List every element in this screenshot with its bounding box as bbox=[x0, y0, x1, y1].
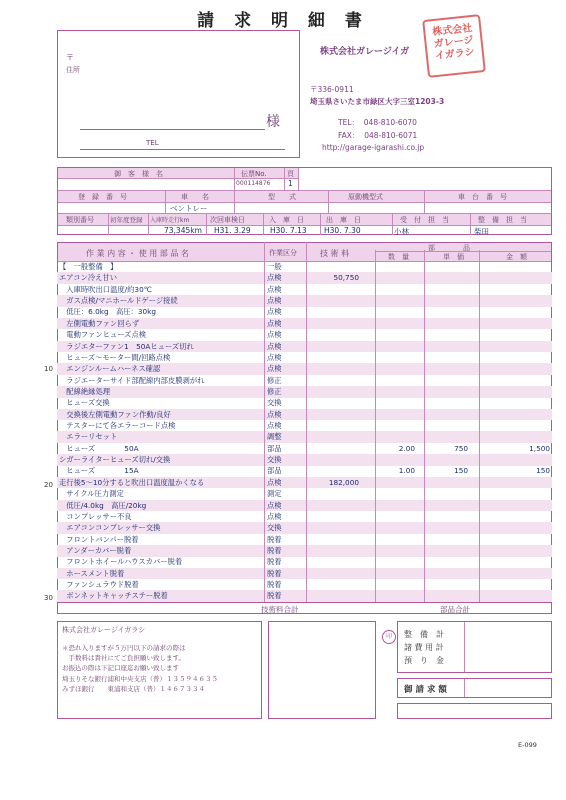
first-reg-label: 初年度登録 bbox=[110, 216, 143, 224]
mechanic-label: 整 備 担 当 bbox=[478, 216, 527, 224]
row-unit: 150 bbox=[454, 466, 468, 476]
row-number-10: 10 bbox=[44, 365, 53, 373]
row-cls: 交換 bbox=[267, 455, 282, 465]
row-item: 電動ファンヒューズ点検 bbox=[59, 330, 147, 340]
table-row bbox=[57, 306, 552, 318]
row-cls: 脱着 bbox=[267, 557, 282, 567]
invoice-divider bbox=[464, 679, 465, 697]
row-cls: 部品 bbox=[267, 466, 282, 476]
company-zip: 〒336-0911 bbox=[310, 85, 354, 94]
row-item: テスターにて各エラーコード点検 bbox=[59, 421, 176, 431]
row-cls: 点検 bbox=[267, 307, 282, 317]
row-cls: 修正 bbox=[267, 375, 282, 385]
row-cls: 点検 bbox=[267, 421, 282, 431]
hdr-vline bbox=[263, 213, 264, 235]
fax-value: 048-810-6071 bbox=[364, 131, 418, 140]
row-number-20: 20 bbox=[44, 481, 53, 489]
totals-divider bbox=[464, 622, 465, 672]
table-row bbox=[57, 556, 552, 568]
row-cls: 脱着 bbox=[267, 580, 282, 590]
row-item: エラーリセット bbox=[59, 432, 118, 442]
row-cls: 交換 bbox=[267, 398, 282, 408]
in-date-label: 入 庫 日 bbox=[269, 216, 304, 224]
row-cls: 点検 bbox=[267, 409, 282, 419]
fax-label: FAX： bbox=[338, 131, 360, 140]
table-row bbox=[57, 534, 552, 546]
customer-name-label: 御 客 様 名 bbox=[114, 170, 163, 178]
in-date-value: H30. 7.13 bbox=[270, 226, 307, 235]
company-fax bbox=[338, 130, 417, 141]
col-divider bbox=[424, 250, 425, 602]
table-row bbox=[57, 454, 552, 466]
tel-label: TEL bbox=[146, 139, 159, 147]
row-item: ラジエーターサイド部配線内部皮膜剥がれ bbox=[59, 375, 205, 385]
table-row bbox=[57, 363, 552, 375]
tel-value: 048-810-6070 bbox=[363, 118, 417, 127]
hdr-vline bbox=[148, 213, 149, 235]
col-qty-header: 数 量 bbox=[388, 253, 409, 261]
row-item: フロントホイールハウスカバー脱着 bbox=[59, 557, 183, 567]
row-cls: 点検 bbox=[267, 318, 282, 328]
hdr-vline bbox=[165, 190, 166, 213]
service-total-label: 整 備 計 bbox=[404, 630, 444, 639]
page-title: 請 求 明 細 書 bbox=[197, 11, 369, 31]
stamp-mark: 印 bbox=[382, 630, 396, 644]
expense-total-label: 諸 費 用 計 bbox=[404, 643, 444, 652]
col-class-header: 作業区分 bbox=[269, 249, 297, 257]
out-date-label: 出 庫 日 bbox=[326, 216, 361, 224]
row-item: アンダーカバー脱着 bbox=[59, 546, 132, 555]
row-cls: 一般 bbox=[267, 262, 282, 271]
col-amount-header: 金 額 bbox=[506, 253, 527, 261]
table-row bbox=[57, 409, 552, 421]
table-row bbox=[57, 318, 552, 330]
address-label: 住所 bbox=[66, 66, 80, 74]
category-label: 類別番号 bbox=[66, 216, 94, 224]
hdr-vline bbox=[392, 213, 393, 235]
row-cls: 点検 bbox=[267, 511, 282, 521]
totals-box bbox=[397, 621, 552, 673]
row-cls: 点検 bbox=[267, 364, 282, 374]
row-unit: 750 bbox=[454, 443, 468, 453]
type-label: 型 式 bbox=[268, 193, 296, 201]
name-underline bbox=[80, 129, 265, 130]
col-divider bbox=[264, 242, 265, 602]
table-row bbox=[57, 590, 552, 602]
row-item: エアコンコンプレッサー交換 bbox=[59, 523, 161, 533]
company-tel bbox=[338, 117, 417, 128]
table-row bbox=[57, 500, 552, 512]
hdr-vline bbox=[234, 190, 235, 213]
honorific: 様 bbox=[266, 114, 280, 130]
engine-label: 原動機型式 bbox=[348, 193, 383, 201]
tel-label: TEL： bbox=[338, 118, 359, 127]
hdr-vline bbox=[234, 168, 235, 190]
slip-no-label: 伝票No. bbox=[241, 170, 267, 178]
invoice-amount-label: 御 請 求 額 bbox=[404, 685, 447, 695]
row-item: サイクル圧力測定 bbox=[59, 489, 124, 499]
col-work-header: 作 業 内 容 ・ 使 用 部 品 名 bbox=[86, 249, 189, 258]
parts-total-label: 部品合計 bbox=[440, 605, 470, 614]
row-item: ヒューズ～モーター間/回路点検 bbox=[59, 352, 171, 362]
table-row bbox=[57, 545, 552, 557]
page-value: 1 bbox=[288, 179, 293, 188]
row-item: 交換後左側電動ファン作動/良好 bbox=[59, 409, 171, 419]
chassis-label: 車 台 番 号 bbox=[458, 193, 507, 201]
table-row bbox=[57, 329, 552, 341]
hdr-vline bbox=[206, 213, 207, 235]
row-item: ラジエターファン1 50Aヒューズ切れ bbox=[59, 341, 194, 351]
row-item: 左側電動ファン回らず bbox=[59, 318, 140, 328]
row-item: 配線絶縁処理 bbox=[59, 386, 111, 396]
col-labor-header: 技 術 料 bbox=[320, 249, 350, 258]
table-row bbox=[57, 352, 552, 364]
row-cls: 点検 bbox=[267, 273, 282, 283]
row-item: 低圧：6.0kg 高圧：30kg bbox=[59, 307, 156, 317]
table-row bbox=[57, 511, 552, 523]
hdr-vline bbox=[284, 168, 285, 190]
row-cls: 部品 bbox=[267, 443, 282, 453]
row-item: エンジンルームハーネス確認 bbox=[59, 364, 161, 374]
row-cls: 脱着 bbox=[267, 534, 282, 544]
footer-note-box bbox=[57, 621, 262, 719]
slip-no-value: 000114876 bbox=[236, 180, 271, 187]
row-item: フロントバンパー脱着 bbox=[59, 534, 139, 544]
row-item: シガーライターヒューズ切れ/交換 bbox=[59, 455, 171, 465]
row-amount: 1,500 bbox=[529, 443, 550, 453]
row-cls: 点検 bbox=[267, 477, 282, 487]
row-cls: 点検 bbox=[267, 296, 282, 306]
col-parts-header: 部 品 bbox=[428, 244, 470, 252]
hdr-vline bbox=[424, 190, 425, 213]
mileage-value: 73,345km bbox=[164, 226, 202, 235]
footer-note2: 手数料は貴社にてご負担願い致します。 bbox=[62, 654, 185, 662]
row-item: ヒューズ 15A bbox=[59, 466, 139, 476]
table-row bbox=[57, 375, 552, 387]
company-name: 株式会社ガレージイガ bbox=[320, 47, 410, 57]
row-item: ヒューズ 50A bbox=[59, 443, 139, 453]
table-row bbox=[57, 397, 552, 409]
row-amount: 150 bbox=[536, 466, 550, 476]
table-row bbox=[57, 420, 552, 432]
hdr-vline bbox=[470, 213, 471, 235]
row-item: ファンシュラウド脱着 bbox=[59, 580, 139, 590]
row-cls: 点検 bbox=[267, 284, 282, 294]
receptionist-value: 小林 bbox=[394, 227, 409, 236]
row-item: 【 一般整備 】 bbox=[59, 262, 118, 271]
row-item: ボンネットキャッチステー脱着 bbox=[59, 591, 168, 601]
table-row bbox=[57, 465, 552, 477]
labor-total-label: 技術料合計 bbox=[261, 605, 299, 614]
row-item: 入庫時吹出口温度/約30℃ bbox=[59, 284, 152, 294]
tel-underline bbox=[80, 149, 285, 150]
table-row bbox=[57, 272, 552, 284]
hdr-line bbox=[58, 190, 551, 191]
table-row bbox=[57, 477, 552, 489]
footer-bank1: 埼玉りそな銀行浦和中央支店（普）１３５９４６３５ bbox=[62, 675, 218, 683]
table-total-line bbox=[57, 602, 552, 603]
form-code: E-099 bbox=[518, 741, 537, 749]
row-cls: 交換 bbox=[267, 523, 282, 533]
row-item: ガス点検/マニホールドゲージ接続 bbox=[59, 296, 178, 306]
table-row bbox=[57, 295, 552, 307]
mechanic-value: 柴田 bbox=[474, 227, 489, 236]
table-row bbox=[57, 341, 552, 353]
col-unit-header: 単 価 bbox=[443, 253, 464, 261]
company-address: 埼玉県さいたま市緑区大字三室1203-3 bbox=[310, 97, 445, 106]
col-divider bbox=[479, 250, 480, 602]
footer-note1: ＊恐れ入りますが５万円以下の請求の際は bbox=[62, 644, 186, 652]
row-cls: 点検 bbox=[267, 500, 282, 510]
out-date-value: H30. 7.30 bbox=[324, 226, 361, 235]
row-number-30: 30 bbox=[44, 594, 53, 602]
row-labor: 50,750 bbox=[333, 273, 359, 283]
row-cls: 脱着 bbox=[267, 591, 282, 601]
footer-company: 株式会社ガレージイガラシ bbox=[62, 626, 146, 634]
row-cls: 点検 bbox=[267, 341, 282, 351]
next-inspection-value: H31. 3.29 bbox=[214, 226, 251, 235]
invoice-blank-box bbox=[397, 703, 552, 719]
footer-memo-box bbox=[268, 621, 376, 719]
footer-bank2: みずほ銀行 東浦和支店（普）１４６７３３４ bbox=[62, 685, 205, 693]
receptionist-label: 受 付 担 当 bbox=[400, 216, 449, 224]
next-inspection-label: 次回車検日 bbox=[210, 216, 245, 224]
row-cls: 調整 bbox=[267, 432, 282, 442]
hdr-line bbox=[58, 202, 551, 203]
model-label: 車 名 bbox=[181, 193, 209, 201]
row-item: 低圧/4.0kg 高圧/20kg bbox=[59, 500, 147, 510]
row-item: 走行後5～10分すると吹出口温度温かくなる bbox=[59, 477, 205, 487]
col-divider bbox=[375, 250, 376, 602]
row-labor: 182,000 bbox=[328, 477, 359, 487]
header-block bbox=[57, 167, 552, 235]
mileage-label: 入庫時走行km bbox=[150, 217, 190, 224]
row-qty: 1.00 bbox=[398, 466, 415, 476]
col-divider bbox=[306, 242, 307, 602]
invoice-amount-box bbox=[397, 678, 552, 698]
customer-box bbox=[57, 30, 300, 158]
table-row bbox=[57, 568, 552, 580]
row-qty: 2.00 bbox=[398, 443, 415, 453]
row-cls: 点検 bbox=[267, 330, 282, 340]
table-row bbox=[57, 522, 552, 534]
row-cls: 測定 bbox=[267, 489, 282, 499]
table-row bbox=[57, 261, 552, 273]
deposit-label: 預 り 金 bbox=[404, 656, 444, 665]
company-url: http://garage-igarashi.co.jp bbox=[322, 143, 425, 152]
company-seal: 株式会社 ガレージ イガラシ bbox=[422, 14, 486, 78]
row-cls: 点検 bbox=[267, 352, 282, 362]
table-row bbox=[57, 488, 552, 500]
page-label: 頁 bbox=[287, 170, 294, 178]
row-cls: 修正 bbox=[267, 386, 282, 396]
table-row bbox=[57, 431, 552, 443]
row-cls: 脱着 bbox=[267, 546, 282, 555]
footer-note3: お振込の際は下記口座迄お願い致します bbox=[62, 664, 179, 672]
table-row bbox=[57, 579, 552, 591]
zip-mark: 〒 bbox=[66, 53, 74, 62]
hdr-vline bbox=[320, 213, 321, 235]
hdr-vline bbox=[298, 168, 299, 190]
row-cls: 脱着 bbox=[267, 568, 282, 578]
table-row bbox=[57, 284, 552, 296]
row-item: エアコン冷え甘い bbox=[59, 273, 118, 283]
row-item: コンプレッサー不良 bbox=[59, 511, 132, 521]
row-item: ホースメント脱着 bbox=[59, 568, 125, 578]
hdr-line bbox=[58, 213, 551, 214]
table-row bbox=[57, 386, 552, 398]
table-row bbox=[57, 443, 552, 455]
hdr-vline bbox=[108, 213, 109, 235]
model-value: ベントレー bbox=[170, 204, 208, 213]
hdr-vline bbox=[328, 190, 329, 213]
reg-no-label: 登 録 番 号 bbox=[78, 193, 127, 201]
row-item: ヒューズ交換 bbox=[59, 398, 110, 408]
